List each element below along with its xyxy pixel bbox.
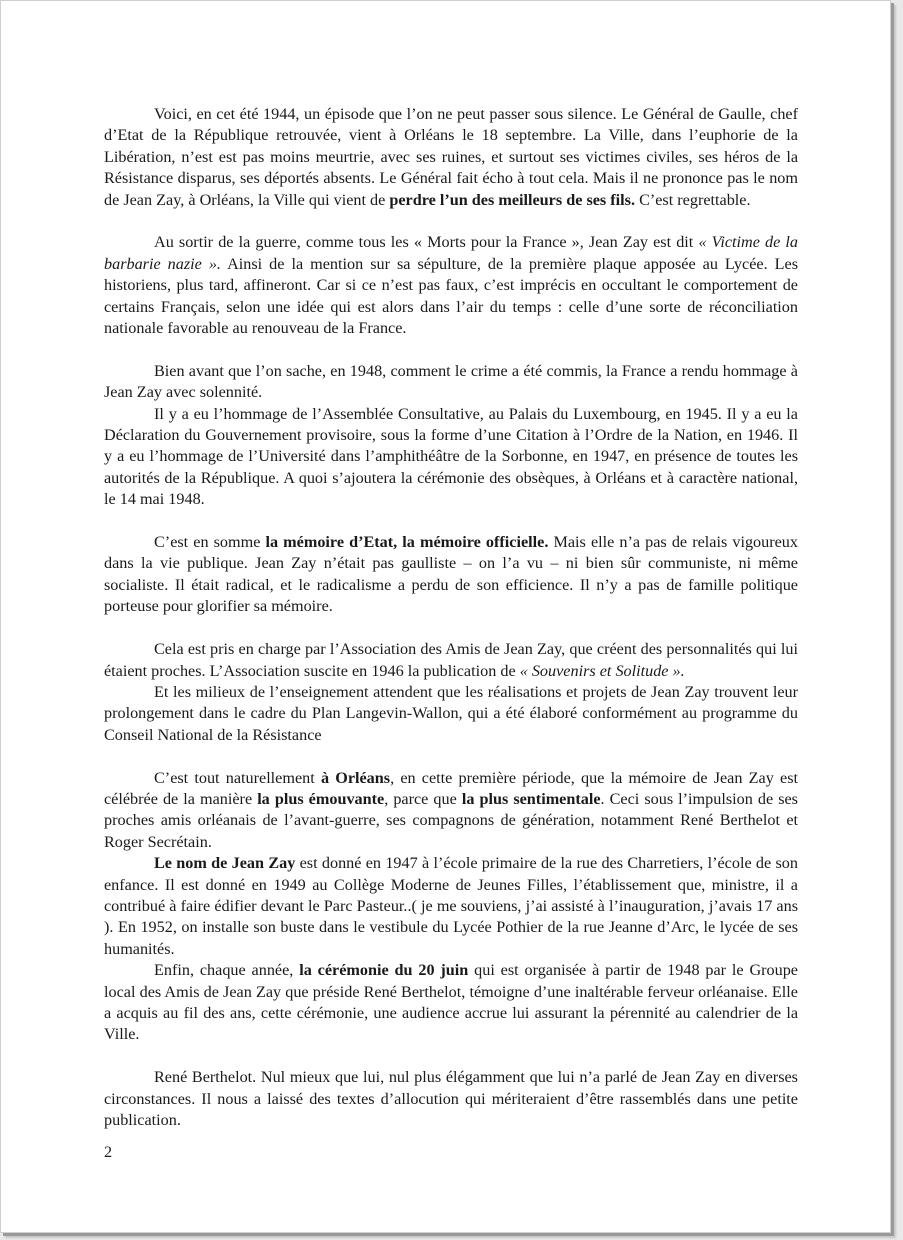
text-run: qui est organisée à partir de 1948 par le Groupe local des Amis de Jean Zay que préside René Berthelot, témoigne d’une inaltérable ferveur orléanaise. Elle a acquis au fil des ans, cette cérémonie, une audience accrue lui assurant la pérennité au calendrier de la Ville.	[104, 961, 798, 1044]
text-run: C’est regrettable.	[635, 190, 751, 209]
page-text-column	[104, 104, 798, 1131]
text-run: Cela est pris en charge par l’Association des Amis de Jean Zay, que créent des personnalités qui lui étaient proches. L’Association suscite en 1946 la publication de	[104, 640, 798, 680]
text-run: . Ceci sous l’impulsion de ses proches amis orléanais de l’avant-guerre, ses compagnons de génération, notamment René Berthelot et Roger Secrétain.	[104, 789, 798, 851]
paragraph	[104, 104, 798, 211]
paragraph	[104, 768, 798, 854]
paragraph	[104, 639, 798, 682]
text-run: Il y a eu l’hommage de l’Assemblée Consultative, au Palais du Luxembourg, en 1945. Il y a eu la Déclaration du Gouvernement provisoire, sous la forme d’une Citation à l’Ordre de la Nation, en 1946. Il y a eu l’hommage de l’Université dans l’amphithéâtre de la Sorbonne, en 1947, en présence de toutes les autorités de la République. A quoi s’ajoutera la cérémonie des obsèques, à Orléans et à caractère national, le 14 mai 1948.	[104, 404, 798, 509]
paragraph	[104, 960, 798, 1046]
emphasis-italic: « Victime de la barbarie nazie ».	[104, 233, 799, 273]
page-number: 2	[104, 1143, 113, 1161]
paragraph	[104, 361, 798, 404]
emphasis-bold: à Orléans	[320, 768, 391, 787]
text-run: Bien avant que l’on sache, en 1948, comment le crime a été commis, la France a rendu hommage à Jean Zay avec solennité.	[104, 361, 798, 402]
text-run: C’est en somme	[154, 533, 266, 552]
paragraph	[104, 1067, 798, 1131]
text-run: C’est tout naturellement	[154, 768, 321, 787]
emphasis-bold: Le nom de Jean Zay	[154, 854, 296, 873]
emphasis-bold: la plus émouvante	[257, 789, 385, 808]
text-run: Au sortir de la guerre, comme tous les « Morts pour la France », Jean Zay est dit	[154, 233, 699, 252]
text-run: , parce que	[384, 789, 462, 808]
emphasis-bold: perdre l’un des meilleurs de ses fils.	[389, 190, 636, 209]
text-run: , en cette première période, que la mémoire de Jean Zay est célébrée de la manière	[104, 768, 799, 808]
text-run: Mais elle n’a pas de relais vigoureux dans la vie publique. Jean Zay n’était pas gaulliste – on l’a vu – ni bien sûr communiste, ni même socialiste. Il était radical, et le radicalisme a perdu de son efficience. Il n’y a pas de famille politique porteuse pour glorifier sa mémoire.	[104, 533, 798, 616]
emphasis-bold: la plus sentimentale	[461, 789, 601, 808]
text-run: Enfin, chaque année,	[154, 961, 300, 980]
paragraph	[104, 532, 798, 618]
emphasis-italic: « Souvenirs et Solitude ».	[519, 661, 685, 680]
paragraph	[104, 853, 798, 960]
text-run: Et les milieux de l’enseignement attendent que les réalisations et projets de Jean Zay trouvent leur prolongement dans le cadre du Plan Langevin-Wallon, qui a été élaboré conformément au programme du Conseil National de la Résistance	[104, 682, 798, 744]
text-run: Ainsi de la mention sur sa sépulture, de la première plaque apposée au Lycée. Les historiens, plus tard, affineront. Car si ce n’est pas faux, c’est imprécis en occultant le comportement de certains Français, selon une idée qui est alors dans l’air du temps : celle d’une sorte de réconciliation nationale favorable au renouveau de la France.	[104, 254, 799, 338]
text-run: René Berthelot. Nul mieux que lui, nul plus élégamment que lui n’a parlé de Jean Zay en diverses circonstances. Il nous a laissé des textes d’allocution qui mériteraient d’être rassemblés dans une petite publication.	[104, 1068, 798, 1129]
emphasis-bold: la mémoire d’Etat, la mémoire officielle.	[265, 533, 549, 552]
paragraph	[104, 682, 798, 746]
emphasis-bold: la cérémonie du 20 juin	[299, 961, 469, 980]
text-run: Voici, en cet été 1944, un épisode que l’on ne peut passer sous silence. Le Général de Gaulle, chef d’Etat de la République retrouvée, vient à Orléans le 18 septembre. La Ville, dans l’euphorie de la Libération, n’est est pas moins meurtrie, avec ses ruines, et surtout ses victimes civiles, ses héros de la Résistance disparus, ses déportés absents. Le Général fait écho à tout cela. Mais il ne prononce pas le nom de Jean Zay, à Orléans, la Ville qui vient de	[104, 105, 798, 209]
paragraph	[104, 232, 798, 339]
paragraph	[104, 404, 798, 511]
text-run: est donné en 1947 à l’école primaire de la rue des Charretiers, l’école de son enfance. Il est donné en 1949 au Collège Moderne de Jeunes Filles, l’établissement que, ministre, il a contribué à faire édifier devant le Parc Pasteur..( je me souviens, j’ai assisté à l’inauguration, j’avais 17 ans ). En 1952, on installe son buste dans le vestibule du Lycée Pothier de la rue Jeanne d’Arc, le lycée de ses humanités.	[104, 854, 798, 958]
